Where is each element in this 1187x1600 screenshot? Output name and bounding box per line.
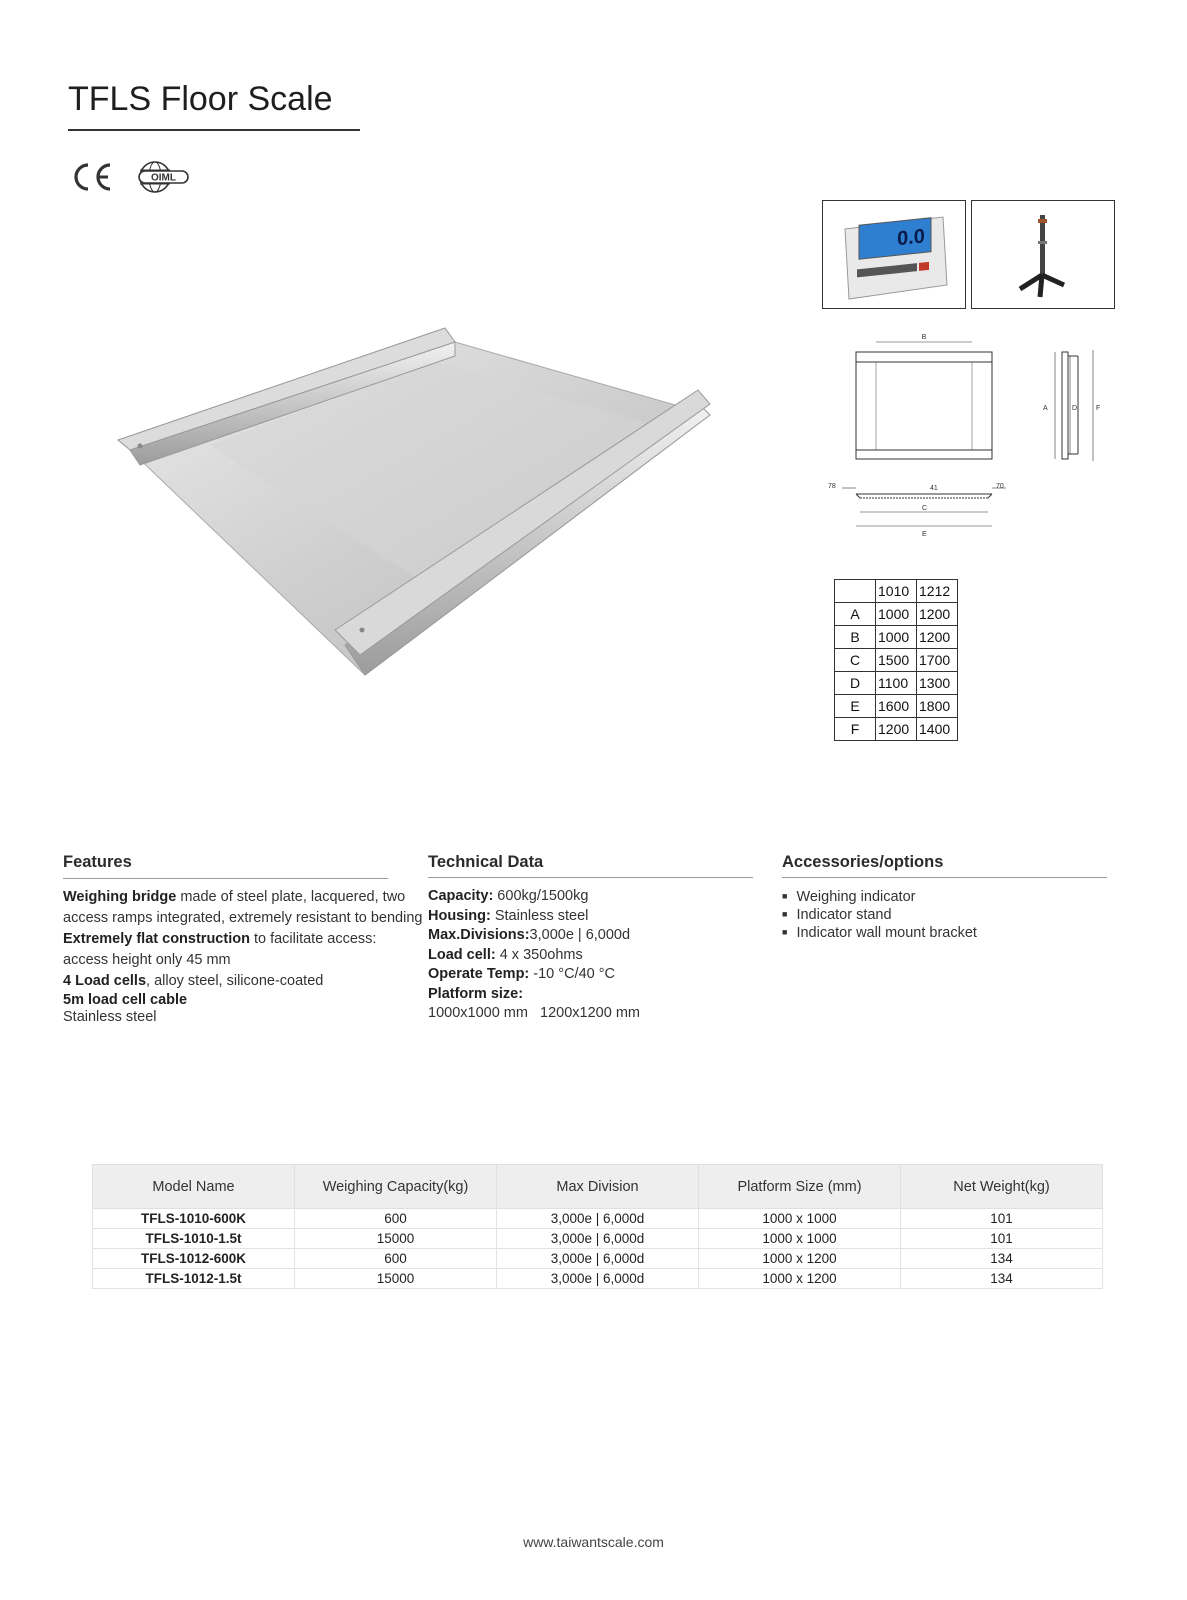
tech-value: 600kg/1500kg bbox=[493, 888, 589, 904]
tech-item bbox=[428, 926, 758, 946]
feature-item bbox=[63, 929, 423, 971]
net-weight: 134 bbox=[901, 1269, 1103, 1289]
features-heading: Features bbox=[63, 853, 132, 871]
platform-size: 1000 x 1200 bbox=[699, 1269, 901, 1289]
net-weight: 101 bbox=[901, 1209, 1103, 1229]
drawing-label-f: F bbox=[1096, 405, 1101, 412]
capacity: 600 bbox=[295, 1209, 497, 1229]
tech-label: Housing: bbox=[428, 907, 491, 924]
column-header-platform: Platform Size (mm) bbox=[699, 1165, 901, 1209]
feature-text: , alloy steel, silicone-coated bbox=[146, 973, 324, 989]
title-underline bbox=[68, 129, 360, 131]
technical-data-text bbox=[428, 887, 758, 1024]
dimension-key: C bbox=[835, 649, 876, 672]
model-name: TFLS-1010-600K bbox=[93, 1209, 295, 1229]
feature-item bbox=[63, 992, 423, 1009]
dimension-corner-cell bbox=[835, 580, 876, 603]
tech-value: 3,000e | 6,000d bbox=[529, 927, 631, 943]
models-header-row bbox=[93, 1165, 1103, 1209]
features-text bbox=[63, 887, 423, 1026]
tech-label: Capacity: bbox=[428, 888, 494, 904]
dimension-row bbox=[835, 649, 958, 672]
platform-size: 1000 x 1000 bbox=[699, 1229, 901, 1249]
drawing-label-d: D bbox=[1072, 405, 1078, 412]
capacity: 600 bbox=[295, 1249, 497, 1269]
feature-bold: Weighing bridge bbox=[63, 889, 177, 905]
division: 3,000e | 6,000d bbox=[497, 1209, 699, 1229]
dimension-value: 1500 bbox=[876, 649, 917, 672]
dimension-key: B bbox=[835, 626, 876, 649]
tech-item bbox=[428, 946, 758, 966]
tech-label: Max.Divisions: bbox=[428, 927, 530, 943]
drawing-label-b: B bbox=[921, 334, 927, 341]
dimension-row bbox=[835, 603, 958, 626]
tech-item bbox=[428, 985, 758, 1005]
dimension-key: E bbox=[835, 695, 876, 718]
dimension-row bbox=[835, 695, 958, 718]
capacity: 15000 bbox=[295, 1229, 497, 1249]
weighing-indicator-thumbnail bbox=[822, 200, 966, 309]
column-header-division: Max Division bbox=[497, 1165, 699, 1209]
dimension-column-header: 1212 bbox=[917, 580, 958, 603]
footer-website: www.taiwantscale.com bbox=[523, 1534, 664, 1550]
dimension-value: 1300 bbox=[917, 672, 958, 695]
feature-bold: 5m load cell cable bbox=[63, 992, 188, 1008]
svg-text:OIML: OIML bbox=[151, 172, 176, 184]
features-divider bbox=[63, 878, 388, 879]
dimension-key: F bbox=[835, 718, 876, 741]
feature-item bbox=[63, 971, 423, 992]
dimension-value: 1700 bbox=[917, 649, 958, 672]
dimension-value: 1200 bbox=[876, 718, 917, 741]
tech-value: Stainless steel bbox=[490, 907, 589, 924]
drawing-label-c: C bbox=[922, 505, 928, 512]
feature-item bbox=[63, 887, 423, 929]
technical-data-divider bbox=[428, 877, 753, 878]
drawing-label-a: A bbox=[1043, 405, 1048, 412]
dimension-row bbox=[835, 672, 958, 695]
tech-item bbox=[428, 887, 758, 907]
drawing-label-e: E bbox=[922, 531, 927, 538]
drawing-num-78: 78 bbox=[828, 483, 836, 490]
oiml-mark-logo bbox=[135, 158, 191, 196]
drawing-num-41: 41 bbox=[930, 485, 938, 492]
accessory-item: ■ Indicator stand bbox=[782, 907, 977, 925]
dimension-column-header: 1010 bbox=[876, 580, 917, 603]
tech-item bbox=[428, 907, 758, 927]
dimension-value: 1200 bbox=[917, 603, 958, 626]
net-weight: 101 bbox=[901, 1229, 1103, 1249]
technical-data-heading: Technical Data bbox=[428, 853, 544, 871]
feature-extra: Stainless steel bbox=[63, 1009, 157, 1025]
accessories-list bbox=[782, 889, 977, 943]
table-row bbox=[93, 1209, 1103, 1229]
platform-sizes: 1000x1000 mm 1200x1200 mm bbox=[428, 1005, 640, 1021]
dimension-key: A bbox=[835, 603, 876, 626]
tech-value: 4 x 350ohms bbox=[495, 946, 583, 963]
feature-text: made of steel plate, lacquered, two access ramps integrated, extremely resistant to bending bbox=[63, 889, 423, 926]
division: 3,000e | 6,000d bbox=[497, 1269, 699, 1289]
table-row bbox=[93, 1249, 1103, 1269]
division: 3,000e | 6,000d bbox=[497, 1229, 699, 1249]
table-row bbox=[93, 1229, 1103, 1249]
feature-bold: Extremely flat construction bbox=[63, 931, 250, 947]
indicator-stand-thumbnail bbox=[971, 200, 1115, 309]
dimension-key: D bbox=[835, 672, 876, 695]
platform-size: 1000 x 1200 bbox=[699, 1249, 901, 1269]
model-name: TFLS-1012-600K bbox=[93, 1249, 295, 1269]
drawing-num-70: 70 bbox=[996, 483, 1004, 490]
model-name: TFLS-1012-1.5t bbox=[93, 1269, 295, 1289]
accessories-heading: Accessories/options bbox=[782, 853, 944, 871]
tech-item bbox=[428, 965, 758, 985]
dimension-value: 1200 bbox=[917, 626, 958, 649]
feature-bold: 4 Load cells bbox=[63, 973, 147, 989]
floor-scale-photo bbox=[110, 300, 730, 700]
indicator-display-readout: 0.0 bbox=[897, 225, 925, 251]
page-title: TFLS Floor Scale bbox=[68, 80, 333, 118]
dimension-row bbox=[835, 626, 958, 649]
dimension-value: 1400 bbox=[917, 718, 958, 741]
dimension-value: 1600 bbox=[876, 695, 917, 718]
capacity: 15000 bbox=[295, 1269, 497, 1289]
tech-value: -10 °C/40 °C bbox=[529, 966, 616, 982]
dimension-value: 1000 bbox=[876, 603, 917, 626]
ce-mark-logo bbox=[68, 158, 114, 196]
dimension-drawing bbox=[820, 330, 1120, 545]
dimension-value: 1800 bbox=[917, 695, 958, 718]
platform-size: 1000 x 1000 bbox=[699, 1209, 901, 1229]
column-header-capacity: Weighing Capacity(kg) bbox=[295, 1165, 497, 1209]
tech-label: Load cell: bbox=[428, 946, 496, 963]
accessories-divider bbox=[782, 877, 1107, 878]
column-header-model: Model Name bbox=[93, 1165, 295, 1209]
dimension-row bbox=[835, 718, 958, 741]
tech-label: Platform size: bbox=[428, 985, 524, 1002]
dimension-value: 1000 bbox=[876, 626, 917, 649]
model-name: TFLS-1010-1.5t bbox=[93, 1229, 295, 1249]
table-row bbox=[93, 1269, 1103, 1289]
tech-label: Operate Temp: bbox=[428, 966, 530, 982]
models-table bbox=[92, 1164, 1103, 1289]
dimension-header-row bbox=[835, 580, 958, 603]
dimension-table bbox=[834, 579, 958, 741]
accessory-item: ■ Weighing indicator bbox=[782, 889, 977, 907]
column-header-weight: Net Weight(kg) bbox=[901, 1165, 1103, 1209]
division: 3,000e | 6,000d bbox=[497, 1249, 699, 1269]
feature-text: to facilitate access: access height only 45 mm bbox=[63, 931, 377, 968]
net-weight: 134 bbox=[901, 1249, 1103, 1269]
dimension-value: 1100 bbox=[876, 672, 917, 695]
accessory-item: ■ Indicator wall mount bracket bbox=[782, 925, 977, 943]
